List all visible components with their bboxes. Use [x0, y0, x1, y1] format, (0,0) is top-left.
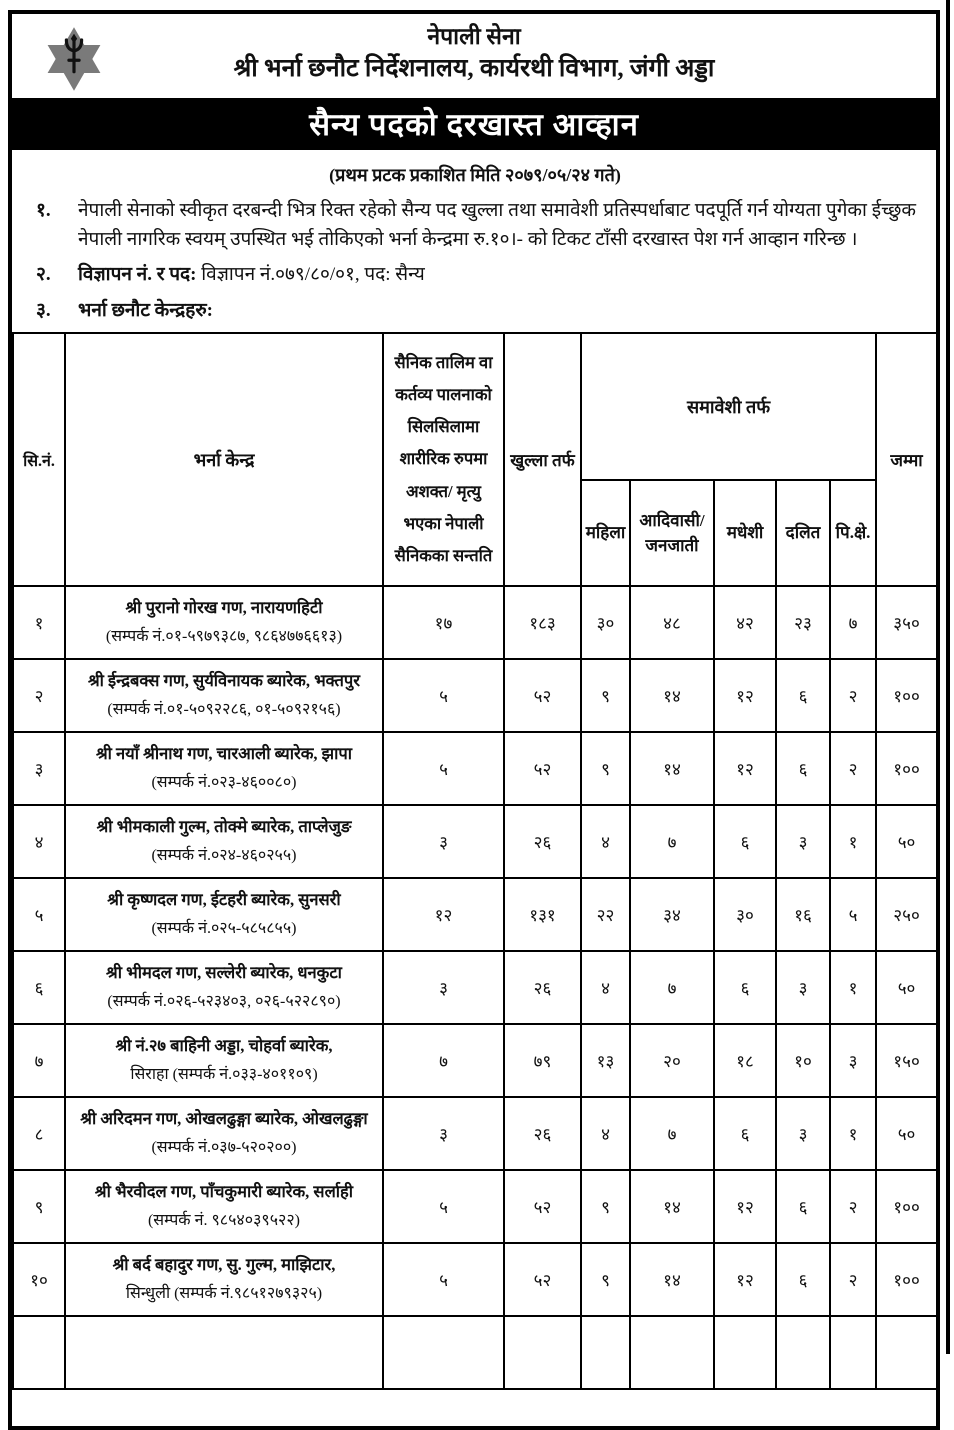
center-name: श्री पुरानो गोरख गण, नारायणहिटी [125, 598, 323, 618]
cell-female: ४ [581, 951, 630, 1024]
banner-title: सैन्य पदको दरखास्त आव्हान [309, 107, 639, 142]
center-contact: (सम्पर्क नं. ९८५४०३९५२२) [147, 1211, 301, 1229]
notice-content [12, 163, 936, 325]
cell-center [65, 878, 383, 951]
cell-madhesi: १८ [714, 1024, 776, 1097]
cell-pichhe: २ [830, 1170, 876, 1243]
center-name: श्री नं.२७ बाहिनी अड्डा, चोहर्वा ब्यारेक, [115, 1036, 333, 1056]
center-name: श्री नयाँ श्रीनाथ गण, चारआली ब्यारेक, झापा [95, 744, 353, 764]
center-name: श्री ईन्द्रबक्स गण, सुर्यविनायक ब्यारेक, भक्तपुर [87, 671, 361, 691]
header-dalit: दलित [776, 480, 830, 586]
table-row [13, 1097, 937, 1170]
cell-sn: ७ [13, 1024, 65, 1097]
cell-total: ५० [876, 951, 937, 1024]
cell-total: १०० [876, 732, 937, 805]
table-row [13, 1316, 937, 1389]
center-contact: (सम्पर्क नं.०२५-५८५८५५) [151, 919, 297, 937]
cell-adivasi: ३४ [630, 878, 714, 951]
notice-item-text: नेपाली सेनाको स्वीकृत दरबन्दी भित्र रिक्त रहेको सैन्य पद खुल्ला तथा समावेशी प्रतिस्पर्धाबाट पदपूर्ति गर्न योग्यता पुगेका ईच्छुक नेपाली नागरिक स्वयम् उपस्थित भई तोकिएको भर्ना केन्द्रमा रु.१०।- को टिकट टाँसी दरखास्त पेश गर्न आव्हान गरिन्छ । [78, 200, 916, 250]
cell-center [65, 951, 383, 1024]
cell-sn: १ [13, 586, 65, 659]
centers-table-body [13, 586, 937, 1389]
table-row [13, 878, 937, 951]
center-contact: (सम्पर्क नं.०३७-५२०२००) [151, 1138, 297, 1156]
notice-page [8, 10, 940, 1430]
cell-female: ९ [581, 732, 630, 805]
cell-open: १३१ [504, 878, 581, 951]
center-name: श्री बर्द बहादुर गण, सु. गुल्म, माझिटार, [112, 1255, 336, 1275]
cell-center [65, 1097, 383, 1170]
cell-adivasi [630, 1316, 714, 1389]
cell-disabled: ३ [383, 1097, 504, 1170]
center-name: श्री कृष्णदल गण, ईटहरी ब्यारेक, सुनसरी [107, 890, 341, 910]
cell-pichhe: ३ [830, 1024, 876, 1097]
notice-item-number: ३. [36, 299, 51, 321]
cell-female: ४ [581, 1097, 630, 1170]
cell-sn: २ [13, 659, 65, 732]
cell-pichhe: २ [830, 732, 876, 805]
cell-total: ५० [876, 805, 937, 878]
cell-pichhe: ७ [830, 586, 876, 659]
cell-female: ९ [581, 1170, 630, 1243]
dept-line: श्री भर्ना छनौट निर्देशनालय, कार्यरथी विभाग, जंगी अड्डा [233, 54, 715, 82]
notice-item-1 [28, 197, 922, 254]
cell-dalit: ३ [776, 805, 830, 878]
cell-center [65, 659, 383, 732]
cell-disabled: ५ [383, 732, 504, 805]
cell-adivasi: १४ [630, 1243, 714, 1316]
cell-disabled: १७ [383, 586, 504, 659]
cell-pichhe: ५ [830, 878, 876, 951]
table-header [13, 333, 937, 586]
cell-center [65, 1316, 383, 1389]
table-row [13, 586, 937, 659]
center-name: श्री अरिदमन गण, ओखलढुङ्गा ब्यारेक, ओखलढुङ्गा [80, 1109, 368, 1129]
cell-disabled: ५ [383, 659, 504, 732]
cell-female: २२ [581, 878, 630, 951]
cell-pichhe: २ [830, 1243, 876, 1316]
cell-female [581, 1316, 630, 1389]
cell-madhesi: १२ [714, 1170, 776, 1243]
cell-disabled: ५ [383, 1170, 504, 1243]
table-row [13, 1243, 937, 1316]
cell-female: १३ [581, 1024, 630, 1097]
notice-item-label: भर्ना छनौट केन्द्रहरु: [78, 299, 214, 321]
table-row [13, 659, 937, 732]
cell-open: ५२ [504, 732, 581, 805]
cell-madhesi: ६ [714, 951, 776, 1024]
header-inclusive-group: समावेशी तर्फ [581, 333, 876, 480]
cell-madhesi: १२ [714, 1243, 776, 1316]
title-banner [12, 98, 936, 150]
cell-open: २६ [504, 951, 581, 1024]
cell-open: ५२ [504, 1170, 581, 1243]
cell-pichhe: १ [830, 951, 876, 1024]
header-open-quota: खुल्ला तर्फ [504, 333, 581, 586]
cell-sn: ३ [13, 732, 65, 805]
org-name: नेपाली सेना [427, 24, 521, 49]
notice-item-text [78, 297, 922, 326]
cell-madhesi: ६ [714, 1097, 776, 1170]
header-disabled-quota: सैनिक तालिम वा कर्तव्य पालनाको सिलसिलामा शारीरिक रुपमा अशक्त/ मृत्यु भएका नेपाली सैनिकका सन्तति [383, 333, 504, 586]
cell-open: २६ [504, 1097, 581, 1170]
cell-adivasi: १४ [630, 1170, 714, 1243]
cell-disabled: ३ [383, 805, 504, 878]
cell-female: ४ [581, 805, 630, 878]
header-total: जम्मा [876, 333, 937, 586]
cell-adivasi: ७ [630, 951, 714, 1024]
header-backward-area: पि.क्षे. [830, 480, 876, 586]
cell-adivasi: २० [630, 1024, 714, 1097]
cell-dalit: ६ [776, 1243, 830, 1316]
header-adivasi: आदिवासी/ जनजाती [630, 480, 714, 586]
table-row [13, 732, 937, 805]
header-madhesi: मधेशी [714, 480, 776, 586]
cell-dalit: ६ [776, 1170, 830, 1243]
cell-adivasi: ७ [630, 1097, 714, 1170]
cell-dalit: ६ [776, 732, 830, 805]
cell-disabled: ७ [383, 1024, 504, 1097]
adjacent-page-edge [946, 0, 954, 1354]
recruitment-centers-table [12, 332, 938, 1390]
cell-open: ५२ [504, 1243, 581, 1316]
cell-total: १०० [876, 659, 937, 732]
notice-item-label: विज्ञापन नं. र पद: [78, 264, 197, 285]
cell-disabled [383, 1316, 504, 1389]
masthead-text [12, 14, 936, 86]
center-name: श्री भैरवीदल गण, पाँचकुमारी ब्यारेक, सर्लाही [94, 1182, 354, 1202]
cell-female: ३० [581, 586, 630, 659]
cell-open: १८३ [504, 586, 581, 659]
cell-dalit [776, 1316, 830, 1389]
cell-sn: ८ [13, 1097, 65, 1170]
cell-madhesi: ४२ [714, 586, 776, 659]
cell-total: २५० [876, 878, 937, 951]
cell-pichhe: १ [830, 1097, 876, 1170]
cell-open: ७९ [504, 1024, 581, 1097]
cell-madhesi: ३० [714, 878, 776, 951]
table-row [13, 1024, 937, 1097]
cell-dalit: ३ [776, 951, 830, 1024]
center-contact: सिन्धुली (सम्पर्क नं.९८५१२७९३२५) [125, 1284, 323, 1302]
cell-sn: १० [13, 1243, 65, 1316]
cell-madhesi: १२ [714, 659, 776, 732]
table-row [13, 951, 937, 1024]
cell-pichhe [830, 1316, 876, 1389]
cell-disabled: ३ [383, 951, 504, 1024]
cell-sn: ५ [13, 878, 65, 951]
cell-dalit: ३ [776, 1097, 830, 1170]
cell-pichhe: १ [830, 805, 876, 878]
center-contact: (सम्पर्क नं.०१-५०९२२८६, ०१-५०९२१५६) [107, 700, 341, 718]
cell-total: ५० [876, 1097, 937, 1170]
cell-center [65, 1170, 383, 1243]
cell-sn: ९ [13, 1170, 65, 1243]
table-row [13, 805, 937, 878]
cell-adivasi: १४ [630, 732, 714, 805]
center-contact: सिराहा (सम्पर्क नं.०३३-४०११०९) [130, 1065, 318, 1083]
cell-open [504, 1316, 581, 1389]
header-female: महिला [581, 480, 630, 586]
cell-adivasi: ४८ [630, 586, 714, 659]
cell-adivasi: १४ [630, 659, 714, 732]
cell-madhesi: १२ [714, 732, 776, 805]
center-contact: (सम्पर्क नं.०१-५९७९३८७, ९८६४७७६६१३) [105, 627, 343, 645]
cell-disabled: ५ [383, 1243, 504, 1316]
cell-total: १०० [876, 1170, 937, 1243]
masthead [12, 14, 936, 98]
cell-center [65, 1024, 383, 1097]
header-sn: सि.नं. [13, 333, 65, 586]
notice-item-number: २. [36, 264, 51, 285]
cell-female: ९ [581, 1243, 630, 1316]
cell-total: १५० [876, 1024, 937, 1097]
cell-open: २६ [504, 805, 581, 878]
notice-item-2 [28, 261, 922, 290]
center-name: श्री भीमदल गण, सल्लेरी ब्यारेक, धनकुटा [106, 963, 342, 983]
cell-sn: ६ [13, 951, 65, 1024]
header-center: भर्ना केन्द्र [65, 333, 383, 586]
cell-dalit: १० [776, 1024, 830, 1097]
cell-disabled: १२ [383, 878, 504, 951]
cell-center [65, 805, 383, 878]
center-name: श्री भीमकाली गुल्म, तोक्मे ब्यारेक, ताप्लेजुङ [96, 817, 352, 837]
cell-center [65, 1243, 383, 1316]
table-row [13, 1170, 937, 1243]
army-crest-icon [42, 26, 106, 92]
cell-dalit: १६ [776, 878, 830, 951]
center-contact: (सम्पर्क नं.०२४-४६०२५५) [151, 846, 297, 864]
notice-item-text [78, 261, 922, 290]
notice-item-3 [28, 297, 922, 326]
cell-total: ३५० [876, 586, 937, 659]
cell-center [65, 586, 383, 659]
center-contact: (सम्पर्क नं.०२३-४६००८०) [151, 773, 297, 791]
cell-total [876, 1316, 937, 1389]
cell-sn [13, 1316, 65, 1389]
cell-madhesi: ६ [714, 805, 776, 878]
publish-date-line: (प्रथम प्रटक प्रकाशित मिति २०७९/०५/२४ गते) [329, 165, 621, 185]
cell-madhesi [714, 1316, 776, 1389]
cell-total: १०० [876, 1243, 937, 1316]
cell-open: ५२ [504, 659, 581, 732]
cell-adivasi: ७ [630, 805, 714, 878]
cell-center [65, 732, 383, 805]
notice-item-value: विज्ञापन नं.०७९/८०/०१, पद: सैन्य [196, 264, 425, 285]
cell-dalit: ६ [776, 659, 830, 732]
cell-female: ९ [581, 659, 630, 732]
center-contact: (सम्पर्क नं.०२६-५२३४०३, ०२६-५२२८९०) [107, 992, 341, 1010]
notice-item-number: १. [36, 200, 51, 221]
cell-dalit: २३ [776, 586, 830, 659]
cell-pichhe: २ [830, 659, 876, 732]
cell-sn: ४ [13, 805, 65, 878]
